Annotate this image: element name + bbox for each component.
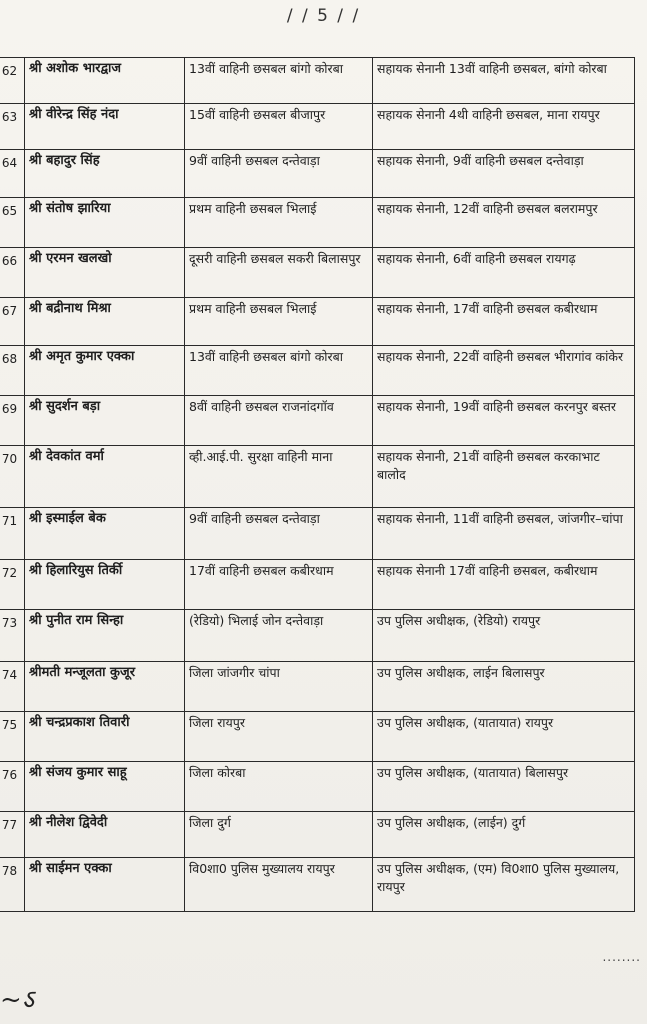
officer-name-cell: श्री संतोष झारिया <box>25 198 185 248</box>
serial-number-cell: 69 <box>0 396 25 446</box>
table-row <box>0 346 635 396</box>
serial-number-cell: 67 <box>0 298 25 346</box>
page-number: / / 5 / / <box>286 6 361 26</box>
serial-number-cell: 78 <box>0 858 25 912</box>
serial-number-cell: 73 <box>0 610 25 662</box>
serial-number-cell: 77 <box>0 812 25 858</box>
serial-number-cell: 75 <box>0 712 25 762</box>
current-posting-cell: प्रथम वाहिनी छसबल भिलाई <box>185 298 373 346</box>
current-posting-cell: जिला दुर्ग <box>185 812 373 858</box>
table-row <box>0 396 635 446</box>
serial-number-cell: 65 <box>0 198 25 248</box>
officer-name-cell: श्री अमृत कुमार एक्का <box>25 346 185 396</box>
current-posting-cell: दूसरी वाहिनी छसबल सकरी बिलासपुर <box>185 248 373 298</box>
officer-name-cell: श्री साईमन एक्का <box>25 858 185 912</box>
serial-number-cell: 70 <box>0 446 25 508</box>
officer-name-cell: श्री देवकांत वर्मा <box>25 446 185 508</box>
table-row <box>0 508 635 560</box>
current-posting-cell: 13वीं वाहिनी छसबल बांगो कोरबा <box>185 58 373 104</box>
officer-name-cell: श्री अशोक भारद्वाज <box>25 58 185 104</box>
serial-number-cell: 68 <box>0 346 25 396</box>
current-posting-cell: जिला रायपुर <box>185 712 373 762</box>
table-row <box>0 762 635 812</box>
new-posting-cell: सहायक सेनानी, 6वीं वाहिनी छसबल रायगढ़ <box>373 248 635 298</box>
new-posting-cell: सहायक सेनानी, 12वीं वाहिनी छसबल बलरामपुर <box>373 198 635 248</box>
new-posting-cell: उप पुलिस अधीक्षक, (रेडियो) रायपुर <box>373 610 635 662</box>
officer-name-cell: श्री नीलेश द्विवेदी <box>25 812 185 858</box>
current-posting-cell: जिला जांजगीर चांपा <box>185 662 373 712</box>
current-posting-cell: 15वीं वाहिनी छसबल बीजापुर <box>185 104 373 150</box>
current-posting-cell: 13वीं वाहिनी छसबल बांगो कोरबा <box>185 346 373 396</box>
officer-name-cell: श्री बद्रीनाथ मिश्रा <box>25 298 185 346</box>
serial-number-cell: 64 <box>0 150 25 198</box>
serial-number-cell: 71 <box>0 508 25 560</box>
serial-number-cell: 62 <box>0 58 25 104</box>
current-posting-cell: वि0शा0 पुलिस मुख्यालय रायपुर <box>185 858 373 912</box>
serial-number-cell: 63 <box>0 104 25 150</box>
new-posting-cell: उप पुलिस अधीक्षक, (यातायात) रायपुर <box>373 712 635 762</box>
serial-number-cell: 66 <box>0 248 25 298</box>
officer-name-cell: श्री इस्माईल बेक <box>25 508 185 560</box>
current-posting-cell: 8वीं वाहिनी छसबल राजनांदगॉव <box>185 396 373 446</box>
serial-number-cell: 74 <box>0 662 25 712</box>
officer-name-cell: श्री संजय कुमार साहू <box>25 762 185 812</box>
current-posting-cell: (रेडियो) भिलाई जोन दन्तेवाड़ा <box>185 610 373 662</box>
current-posting-cell: जिला कोरबा <box>185 762 373 812</box>
new-posting-cell: सहायक सेनानी, 19वीं वाहिनी छसबल करनपुर बस्तर <box>373 396 635 446</box>
current-posting-cell: व्ही.आई.पी. सुरक्षा वाहिनी माना <box>185 446 373 508</box>
new-posting-cell: सहायक सेनानी, 17वीं वाहिनी छसबल कबीरधाम <box>373 298 635 346</box>
table-row <box>0 58 635 104</box>
table-row <box>0 712 635 762</box>
signature-mark: ~ऽ <box>0 985 34 1015</box>
table-row <box>0 248 635 298</box>
new-posting-cell: उप पुलिस अधीक्षक, (लाईन) दुर्ग <box>373 812 635 858</box>
table-row <box>0 446 635 508</box>
new-posting-cell: उप पुलिस अधीक्षक, (यातायात) बिलासपुर <box>373 762 635 812</box>
officer-name-cell: श्रीमती मन्जूलता कुजूर <box>25 662 185 712</box>
table-row <box>0 662 635 712</box>
current-posting-cell: 9वीं वाहिनी छसबल दन्तेवाड़ा <box>185 150 373 198</box>
new-posting-cell: सहायक सेनानी 17वीं वाहिनी छसबल, कबीरधाम <box>373 560 635 610</box>
transfer-table <box>0 57 635 912</box>
officer-name-cell: श्री हिलारियुस तिर्की <box>25 560 185 610</box>
new-posting-cell: सहायक सेनानी, 11वीं वाहिनी छसबल, जांजगीर–चांपा <box>373 508 635 560</box>
table-row <box>0 560 635 610</box>
new-posting-cell: सहायक सेनानी, 22वीं वाहिनी छसबल भीरागांव कांकेर <box>373 346 635 396</box>
new-posting-cell: सहायक सेनानी, 9वीं वाहिनी छसबल दन्तेवाड़ा <box>373 150 635 198</box>
officer-name-cell: श्री सुदर्शन बड़ा <box>25 396 185 446</box>
table-row <box>0 198 635 248</box>
officer-name-cell: श्री चन्द्रप्रकाश तिवारी <box>25 712 185 762</box>
continuation-dots: ........ <box>602 950 641 964</box>
transfer-table-body <box>0 58 635 912</box>
new-posting-cell: उप पुलिस अधीक्षक, लाईन बिलासपुर <box>373 662 635 712</box>
table-row <box>0 104 635 150</box>
officer-name-cell: श्री बहादुर सिंह <box>25 150 185 198</box>
new-posting-cell: सहायक सेनानी, 21वीं वाहिनी छसबल करकाभाट बालोद <box>373 446 635 508</box>
current-posting-cell: प्रथम वाहिनी छसबल भिलाई <box>185 198 373 248</box>
officer-name-cell: श्री पुनीत राम सिन्हा <box>25 610 185 662</box>
table-row <box>0 858 635 912</box>
officer-name-cell: श्री एरमन खलखो <box>25 248 185 298</box>
serial-number-cell: 72 <box>0 560 25 610</box>
table-row <box>0 610 635 662</box>
current-posting-cell: 17वीं वाहिनी छसबल कबीरधाम <box>185 560 373 610</box>
table-row <box>0 298 635 346</box>
new-posting-cell: सहायक सेनानी 4थी वाहिनी छसबल, माना रायपुर <box>373 104 635 150</box>
new-posting-cell: उप पुलिस अधीक्षक, (एम) वि0शा0 पुलिस मुख्यालय, रायपुर <box>373 858 635 912</box>
serial-number-cell: 76 <box>0 762 25 812</box>
officer-name-cell: श्री वीरेन्द्र सिंह नंदा <box>25 104 185 150</box>
current-posting-cell: 9वीं वाहिनी छसबल दन्तेवाड़ा <box>185 508 373 560</box>
table-row <box>0 812 635 858</box>
table-row <box>0 150 635 198</box>
new-posting-cell: सहायक सेनानी 13वीं वाहिनी छसबल, बांगो कोरबा <box>373 58 635 104</box>
